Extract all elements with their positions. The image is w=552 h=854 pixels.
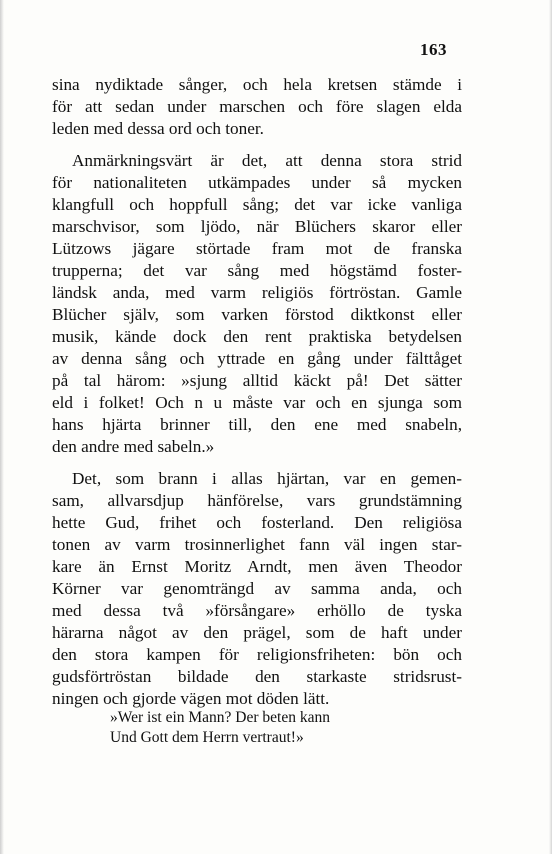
quote-line: »Wer ist ein Mann? Der beten kann: [110, 709, 330, 726]
text-line: för att sedan under marschen och före slagen elda: [52, 97, 462, 116]
text-line: Det, som brann i allas hjärtan, var en gemen-: [72, 469, 462, 488]
text-line: den andre med sabeln.»: [52, 437, 215, 456]
text-line: musik, kände dock den rent praktiska betydelsen: [52, 327, 462, 346]
text-line: eld i folket! Och n u måste var och en sjunga som: [52, 393, 462, 412]
text-line: hette Gud, frihet och fosterland. Den religiösa: [52, 513, 462, 532]
text-line: ningen och gjorde vägen mot döden lätt.: [52, 689, 330, 708]
text-line: ländsk anda, med varm religiös förtröstan. Gamle: [52, 283, 462, 302]
verse-quote: [110, 708, 330, 748]
scan-edge-left: [0, 0, 4, 854]
text-line: med dessa två »försångare» erhöllo de tyska: [52, 601, 462, 620]
text-line: marschvisor, som ljödo, när Blüchers skaror eller: [52, 217, 462, 236]
text-line: kare än Ernst Moritz Arndt, men även Theodor: [52, 557, 462, 576]
quote-line: Und Gott dem Herrn vertraut!»: [110, 729, 304, 746]
text-line: den stora kampen för religionsfriheten: bön och: [52, 645, 462, 664]
text-line: på tal härom: »sjung alltid käckt på! Det sätter: [52, 371, 462, 390]
text-line: tonen av varm trosinnerlighet fann väl ingen star-: [52, 535, 462, 554]
text-line: Körner var genomträngd av samma anda, och: [52, 579, 462, 598]
text-line: Lützows jägare störtade fram mot de franska: [52, 239, 462, 258]
text-line: för nationaliteten utkämpades under så mycken: [52, 173, 462, 192]
page-number: 163: [420, 40, 447, 59]
paragraph-2: [52, 150, 462, 458]
text-line: Anmärkningsvärt är det, att denna stora strid: [72, 151, 462, 170]
text-line: härarna något av den prägel, som de haft under: [52, 623, 462, 642]
text-line: gudsförtröstan bildade den starkaste stridsrust-: [52, 667, 462, 686]
body-text: [52, 74, 462, 710]
text-line: sina nydiktade sånger, och hela kretsen stämde i: [52, 75, 462, 94]
text-line: trupperna; det var sång med högstämd foster-: [52, 261, 462, 280]
text-line: leden med dessa ord och toner.: [52, 119, 264, 138]
paragraph-3: [52, 468, 462, 710]
text-line: Blücher själv, som varken förstod diktkonst eller: [52, 305, 462, 324]
text-line: hans hjärta brinner till, den ene med snabeln,: [52, 415, 462, 434]
text-line: klangfull och hoppfull sång; det var icke vanliga: [52, 195, 462, 214]
text-line: av denna sång och yttrade en gång under fälttåget: [52, 349, 462, 368]
paragraph-1: [52, 74, 462, 140]
text-line: sam, allvarsdjup hänförelse, vars grundstämning: [52, 491, 462, 510]
